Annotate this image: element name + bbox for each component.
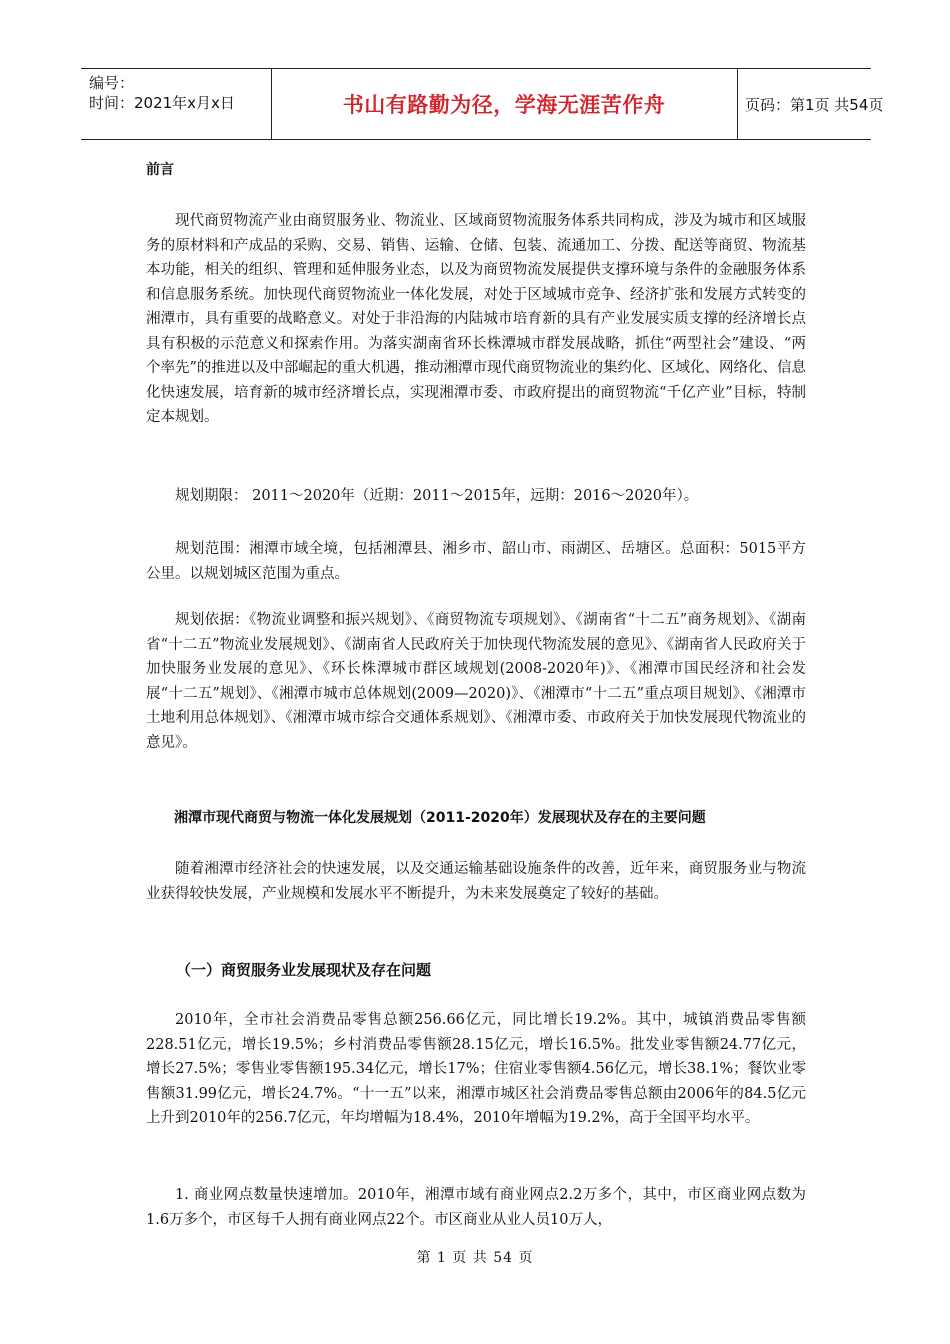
header-page-cell [737, 69, 884, 139]
header-motto-cell [271, 69, 738, 139]
status-paragraph: 随着湘潭市经济社会的快速发展，以及交通运输基础设施条件的改善，近年来，商贸服务业与物流业获得较快发展，产业规模和发展水平不断提升，为未来发展奠定了较好的基础。 [146, 861, 806, 902]
number-label: 编号： [89, 74, 135, 92]
status-body-block [146, 857, 806, 906]
basis-block [146, 608, 806, 755]
period-block [146, 484, 806, 509]
preface-title: 前言 [146, 162, 174, 178]
page-footer: 第 1 页 共 54 页 [416, 1250, 534, 1266]
sub1-title: （一）商贸服务业发展现状及存在问题 [176, 961, 432, 979]
status-title-block [146, 806, 806, 831]
sub1-paragraph: 2010年，全市社会消费品零售总额256.66亿元，同比增长19.2%。其中，城镇消费品零售额228.51亿元，增长19.5%；乡村消费品零售额28.15亿元，增长16.5%。批发业零售额24.77亿元，增长27.5%；零售业零售额195.34亿元，增长17%；住宿业零售额4.56亿元，增长38.1%；餐饮业零售额31.99亿元，增长24.7%。“十一五”以来，湘潭市城区社会消费品零售总额由2006年的84.5亿元上升到2010年的256.7亿元，年均增幅为18.4%，2010年增幅为19.2%，高于全国平均水平。 [146, 1012, 806, 1126]
sub1-title-block [146, 958, 806, 983]
basis-paragraph: 规划依据：《物流业调整和振兴规划》、《商贸物流专项规划》、《湖南省“十二五”商务规划》、《湖南省“十二五”物流业发展规划》、《湖南省人民政府关于加快现代物流发展的意见》、《湖南省人民政府关于加快服务业发展的意见》、《环长株潭城市群区域规划(2008-2020年)》、《湘潭市国民经济和社会发展“十二五”规划》、《湘潭市城市总体规划(2009—2020)》、《湘潭市“十二五”重点项目规划》、《湘潭市土地利用总体规划》、《湘潭市城市综合交通体系规划》、《湘潭市委、市政府关于加快发展现代物流业的意见》。 [146, 612, 806, 751]
scope-paragraph: 规划范围：湘潭市域全境，包括湘潭县、湘乡市、韶山市、雨湖区、岳塘区。总面积：5015平方公里。以规划城区范围为重点。 [146, 541, 806, 582]
period-paragraph: 规划期限： 2011～2020年（近期：2011～2015年，远期：2016～2020年）。 [175, 488, 699, 504]
page-info: 页码：第1页 共54页 [745, 95, 884, 114]
preface-paragraph: 现代商贸物流产业由商贸服务业、物流业、区域商贸物流服务体系共同构成，涉及为城市和区域服务的原材料和产成品的采购、交易、销售、运输、仓储、包装、流通加工、分拨、配送等商贸、物流基本功能，相关的组织、管理和延伸服务业态，以及为商贸物流发展提供支撑环境与条件的金融服务体系和信息服务系统。加快现代商贸物流业一体化发展，对处于区域城市竞争、经济扩张和发展方式转变的湘潭市，具有重要的战略意义。对处于非沿海的内陆城市培育新的具有产业发展实质支撑的经济增长点具有积极的示范意义和探索作用。为落实湖南省环长株潭城市群发展战略，抓住“两型社会”建设、“两个率先”的推进以及中部崛起的重大机遇，推动湘潭市现代商贸物流业的集约化、区域化、网络化、信息化快速发展，培育新的城市经济增长点，实现湘潭市委、市政府提出的商贸物流“千亿产业”目标，特制定本规划。 [146, 213, 806, 425]
motto-text: 书山有路勤为径，学海无涯苦作舟 [342, 93, 666, 117]
header-meta-cell [81, 69, 272, 139]
preface-body-block [146, 209, 806, 430]
sub1-body-block [146, 1008, 806, 1131]
status-title: 湘潭市现代商贸与物流一体化发展规划（2011-2020年）发展现状及存在的主要问题 [174, 810, 706, 826]
header-table [81, 68, 884, 140]
date-label: 时间：2021年x月x日 [89, 94, 235, 112]
item1-paragraph: 1. 商业网点数量快速增加。2010年，湘潭市域有商业网点2.2万多个，其中，市区商业网点数为1.6万多个，市区每千人拥有商业网点22个。市区商业从业人员10万人， [146, 1187, 806, 1228]
preface-title-block [146, 158, 806, 183]
scope-block [146, 537, 806, 586]
item1-block [146, 1183, 806, 1232]
